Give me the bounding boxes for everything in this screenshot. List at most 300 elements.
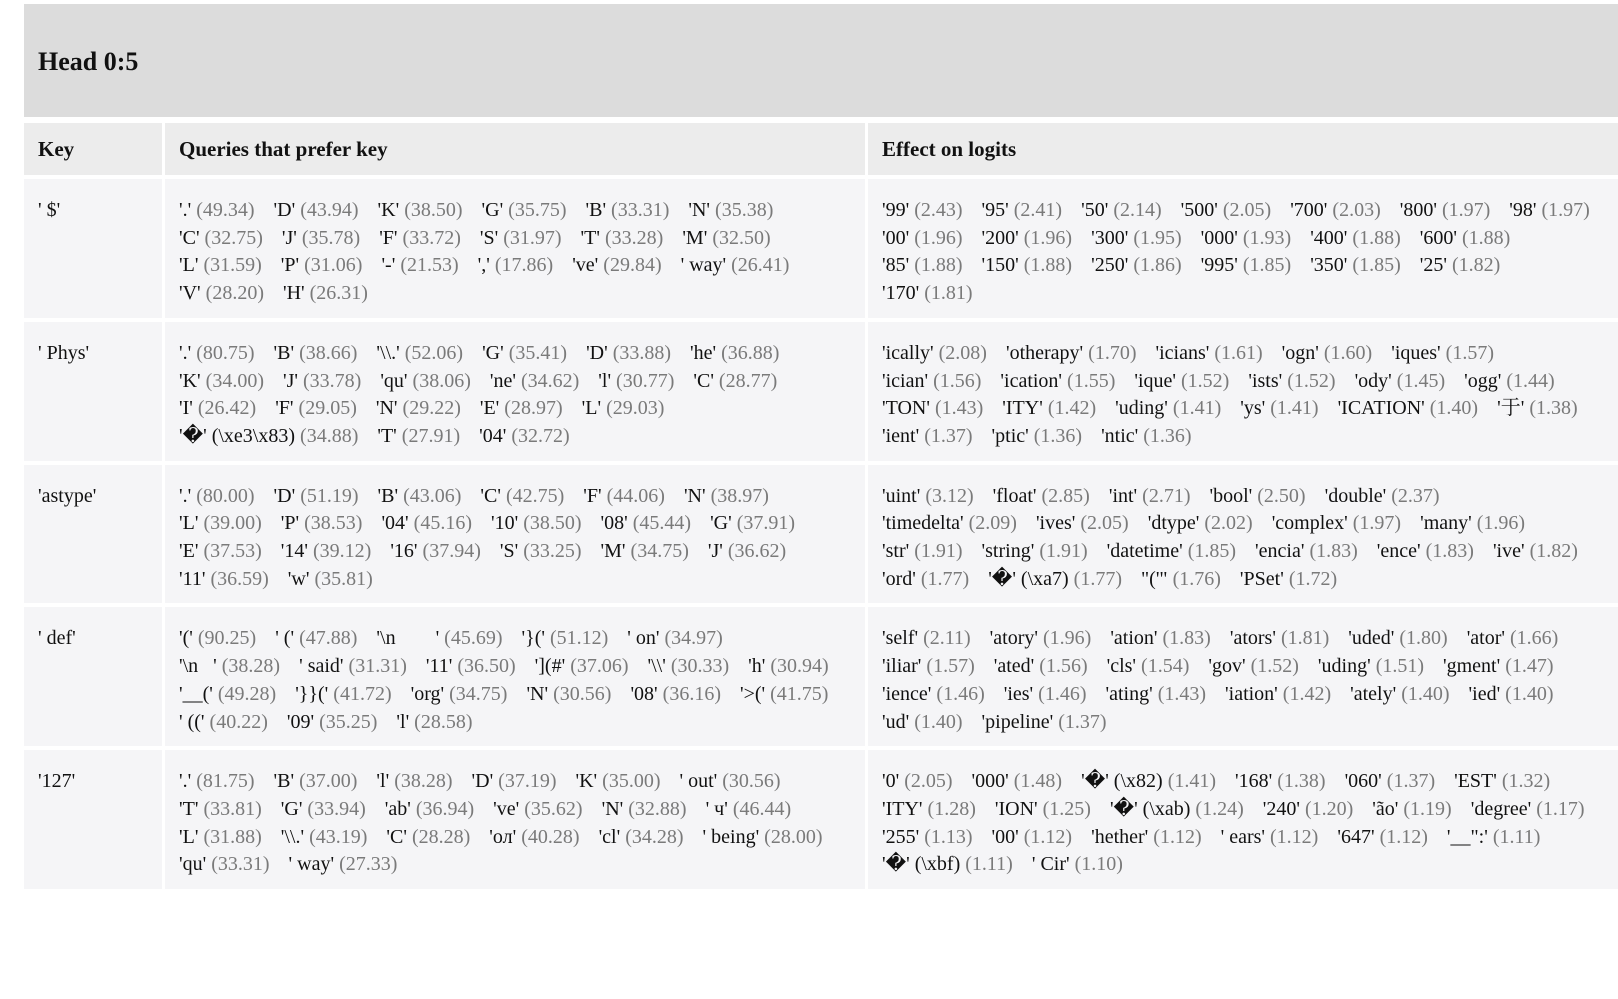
- query-score: (36.62): [727, 540, 787, 563]
- logit-token: '50': [1081, 199, 1109, 221]
- query-score: (30.77): [616, 369, 675, 392]
- logit-token: 'EST': [1454, 770, 1497, 793]
- query-token: 'F': [275, 397, 294, 420]
- logit-score: (1.85): [1187, 540, 1237, 563]
- query-entry: [693, 370, 777, 392]
- logits-cell: [868, 465, 1618, 604]
- logit-entry: [882, 512, 1017, 534]
- logit-entry: [1355, 370, 1446, 392]
- logit-score: (1.56): [1039, 655, 1088, 678]
- logit-entry: [1081, 770, 1216, 792]
- query-token: '(': [179, 627, 193, 650]
- logit-entry: [1148, 512, 1253, 534]
- logit-token: '�' (\xab): [1109, 797, 1191, 820]
- head-banner: [24, 4, 1618, 117]
- logit-score: (1.85): [1352, 254, 1401, 277]
- logit-token: '�' (\xa7): [988, 567, 1069, 590]
- query-score: (37.91): [736, 512, 796, 535]
- logit-token: 'uding': [1115, 397, 1168, 420]
- query-score: (28.97): [504, 397, 563, 420]
- query-score: (26.31): [309, 282, 368, 305]
- logit-entry: [1141, 568, 1221, 590]
- query-entry: [630, 683, 721, 705]
- logit-entry: [982, 227, 1073, 249]
- query-score: (29.84): [603, 254, 662, 277]
- query-token: ' on': [627, 627, 660, 650]
- logit-entry: [1464, 370, 1555, 392]
- logit-token: 'PSet': [1239, 567, 1284, 590]
- query-token: 'D': [273, 484, 296, 507]
- query-token: 've': [493, 797, 520, 820]
- query-entry: [377, 425, 460, 447]
- logit-entry: [992, 425, 1083, 447]
- query-token: 'C': [179, 226, 200, 249]
- query-token: '.': [179, 484, 192, 507]
- query-entry: [703, 826, 823, 848]
- logit-score: (1.25): [1042, 797, 1091, 820]
- query-token: 'L': [581, 397, 602, 420]
- logit-token: 'otherapy': [1005, 341, 1084, 364]
- logit-entry: [882, 282, 973, 304]
- logit-entry: [1181, 199, 1272, 221]
- query-entry: [179, 282, 264, 304]
- query-token: 'F': [583, 484, 602, 507]
- logit-token: '99': [882, 199, 910, 221]
- table-row: [24, 607, 1618, 746]
- query-score: (30.56): [722, 770, 781, 793]
- query-entry: [598, 370, 674, 392]
- logit-entry: [993, 485, 1090, 507]
- query-score: (28.28): [411, 825, 471, 848]
- query-score: (34.62): [520, 369, 580, 392]
- query-token: '\n ': [179, 655, 217, 678]
- query-score: (35.75): [508, 199, 567, 221]
- table-row: [24, 322, 1618, 461]
- logit-score: (1.36): [1033, 424, 1083, 447]
- table-header-row: [24, 123, 1618, 175]
- query-score: (37.94): [422, 540, 481, 563]
- query-token: ' ((': [179, 710, 205, 733]
- query-entry: [295, 683, 391, 705]
- logit-entry: [1454, 770, 1550, 792]
- query-token: 'ол': [489, 825, 517, 848]
- query-entry: [281, 540, 372, 562]
- logit-token: '600': [1419, 226, 1457, 249]
- logit-token: '255': [882, 825, 920, 848]
- logit-entry: [1208, 655, 1299, 677]
- query-score: (17.86): [494, 254, 554, 277]
- logit-token: 'int': [1108, 484, 1138, 507]
- query-entry: [380, 370, 471, 392]
- query-token: 'C': [386, 825, 407, 848]
- query-score: (34.97): [664, 627, 723, 650]
- query-score: (38.97): [710, 484, 769, 507]
- logit-score: (1.82): [1529, 540, 1578, 563]
- logit-score: (1.12): [1379, 825, 1428, 848]
- query-score: (34.75): [449, 682, 508, 705]
- query-entry: [706, 798, 792, 820]
- logit-entry: [882, 711, 963, 733]
- query-score: (38.50): [523, 512, 582, 535]
- logit-token: "('": [1141, 567, 1168, 590]
- logit-entry: [988, 568, 1122, 590]
- logit-entry: [1493, 540, 1578, 562]
- query-entry: [274, 342, 358, 364]
- query-token: 'P': [280, 512, 300, 535]
- logit-score: (2.50): [1257, 484, 1306, 507]
- key-cell: ' $': [24, 179, 162, 318]
- query-token: 'qu': [179, 853, 207, 876]
- logit-token: '�' (\xbf): [882, 853, 961, 876]
- logit-token: 'degree': [1470, 797, 1532, 820]
- logit-entry: [1210, 485, 1306, 507]
- logit-entry: [1134, 370, 1229, 392]
- query-entry: [287, 711, 378, 733]
- logit-entry: [1509, 199, 1590, 221]
- query-token: ' said': [299, 655, 344, 678]
- query-score: (38.53): [304, 512, 363, 535]
- logit-entry: [1110, 627, 1211, 649]
- query-token: '14': [280, 540, 308, 563]
- logit-token: '995': [1200, 254, 1238, 277]
- query-token: 'G': [482, 341, 504, 364]
- logit-score: (1.76): [1172, 567, 1221, 590]
- logit-score: (1.28): [927, 797, 976, 820]
- column-header-queries: Queries that prefer key: [165, 123, 865, 175]
- query-token: '09': [286, 710, 315, 733]
- query-entry: [396, 711, 472, 733]
- logit-token: 'float': [992, 484, 1037, 507]
- query-entry: [376, 342, 463, 364]
- queries-cell: [165, 322, 865, 461]
- logit-entry: [1272, 512, 1401, 534]
- query-score: (44.06): [606, 484, 665, 507]
- logit-entry: [1467, 627, 1559, 649]
- query-score: (32.88): [628, 797, 687, 820]
- query-score: (35.62): [524, 797, 583, 820]
- query-entry: [390, 540, 481, 562]
- query-score: (33.31): [611, 199, 670, 221]
- logit-token: 'atory': [989, 627, 1038, 650]
- logit-entry: [882, 798, 976, 820]
- logit-token: '060': [1344, 770, 1382, 793]
- logit-score: (1.83): [1309, 540, 1358, 563]
- query-token: 'T': [179, 797, 199, 820]
- logit-entry: [1400, 199, 1491, 221]
- query-entry: [522, 627, 609, 649]
- logit-token: '0': [882, 770, 900, 793]
- logit-score: (2.09): [968, 512, 1017, 535]
- query-score: (21.53): [400, 254, 459, 277]
- logit-entry: [882, 227, 963, 249]
- query-entry: [478, 254, 554, 276]
- query-entry: [179, 199, 255, 221]
- logit-score: (1.52): [1250, 655, 1299, 678]
- logit-token: ' Cir': [1031, 853, 1070, 876]
- query-score: (28.20): [205, 282, 264, 305]
- query-entry: [289, 853, 398, 875]
- query-score: (29.05): [298, 397, 357, 420]
- query-entry: [179, 342, 255, 364]
- logit-token: 'ives': [1035, 512, 1076, 535]
- logit-entry: [882, 568, 969, 590]
- query-score: (32.72): [511, 424, 570, 447]
- logit-entry: [1469, 683, 1554, 705]
- logit-entry: [882, 627, 971, 649]
- query-score: (38.28): [394, 770, 453, 793]
- logit-entry: [994, 655, 1088, 677]
- logit-score: (1.97): [1441, 199, 1491, 221]
- query-token: 'he': [690, 341, 717, 364]
- logit-entry: [1107, 540, 1236, 562]
- logit-score: (1.45): [1396, 369, 1446, 392]
- query-entry: [378, 485, 462, 507]
- query-entry: [535, 655, 629, 677]
- query-score: (45.69): [444, 627, 503, 650]
- query-entry: [283, 370, 361, 392]
- query-token: 'qu': [380, 369, 408, 392]
- logit-score: (1.52): [1287, 369, 1336, 392]
- query-entry: [179, 227, 263, 249]
- logit-score: (1.66): [1510, 627, 1559, 650]
- query-token: 'ab': [384, 797, 411, 820]
- query-score: (34.88): [300, 424, 359, 447]
- query-score: (40.28): [521, 825, 580, 848]
- query-token: '>(': [739, 682, 766, 705]
- query-entry: [274, 199, 359, 221]
- query-entry: [381, 512, 472, 534]
- query-token: ' (': [275, 627, 295, 650]
- logit-score: (1.12): [1270, 825, 1319, 848]
- logit-token: 'string': [981, 540, 1035, 563]
- logit-token: '500': [1180, 199, 1218, 221]
- query-entry: [281, 798, 366, 820]
- logit-entry: [1345, 770, 1436, 792]
- query-token: ' ч': [705, 797, 728, 820]
- logit-entry: [1201, 227, 1292, 249]
- query-entry: [583, 485, 665, 507]
- query-entry: [275, 627, 357, 649]
- logit-token: '700': [1290, 199, 1328, 221]
- query-token: '11': [179, 567, 206, 590]
- query-entry: [411, 683, 508, 705]
- query-entry: [479, 425, 570, 447]
- logit-token: 'gov': [1208, 655, 1246, 678]
- query-entry: [500, 540, 582, 562]
- logit-entry: [1230, 627, 1329, 649]
- logit-entry: [1107, 655, 1190, 677]
- query-score: (31.31): [348, 655, 407, 678]
- logit-token: 'ating': [1105, 682, 1153, 705]
- query-entry: [708, 540, 786, 562]
- query-score: (29.22): [402, 397, 461, 420]
- logit-token: '350': [1310, 254, 1348, 277]
- query-entry: [376, 397, 461, 419]
- query-token: 'G': [280, 797, 303, 820]
- query-score: (30.94): [770, 655, 829, 678]
- query-token: 'E': [179, 540, 199, 563]
- query-token: 'D': [586, 341, 608, 364]
- query-score: (32.50): [712, 226, 771, 249]
- logit-score: (1.17): [1536, 797, 1585, 820]
- logit-score: (1.88): [1352, 226, 1401, 249]
- logit-entry: [1377, 540, 1474, 562]
- query-entry: [489, 826, 579, 848]
- logit-token: '25': [1419, 254, 1447, 277]
- logit-token: '647': [1337, 825, 1375, 848]
- query-entry: [274, 770, 358, 792]
- logit-score: (2.05): [1080, 512, 1129, 535]
- query-score: (33.72): [402, 226, 461, 249]
- logit-token: 'bool': [1209, 484, 1253, 507]
- query-score: (51.12): [549, 627, 609, 650]
- logits-cell: [868, 750, 1618, 889]
- logit-entry: [1091, 826, 1202, 848]
- query-score: (49.28): [217, 682, 277, 705]
- query-token: 'T': [377, 424, 397, 447]
- query-score: (35.81): [314, 567, 373, 590]
- query-token: 'J': [707, 540, 723, 563]
- query-token: '__(': [179, 682, 213, 705]
- logit-score: (1.57): [926, 655, 975, 678]
- query-entry: [679, 770, 780, 792]
- logit-entry: [1006, 342, 1137, 364]
- query-token: 'I': [179, 397, 193, 420]
- query-score: (38.28): [221, 655, 281, 678]
- logit-token: '000': [1200, 226, 1238, 249]
- logit-score: (1.88): [1461, 226, 1511, 249]
- logit-score: (1.48): [1013, 770, 1063, 793]
- logit-token: 'timedelta': [882, 512, 964, 535]
- logit-token: ' ears': [1220, 825, 1266, 848]
- query-token: 'B': [273, 341, 295, 364]
- logit-token: '00': [882, 226, 910, 249]
- logit-score: (1.52): [1181, 369, 1230, 392]
- query-entry: [179, 512, 262, 534]
- logit-token: 'ician': [882, 369, 929, 392]
- logit-entry: [1420, 254, 1501, 276]
- logit-token: 'TON': [882, 397, 930, 420]
- query-token: 've': [572, 254, 599, 277]
- query-score: (35.25): [319, 710, 378, 733]
- query-token: 'S': [499, 540, 519, 563]
- logit-entry: [1255, 540, 1358, 562]
- query-score: (33.81): [203, 797, 262, 820]
- query-score: (42.75): [505, 484, 565, 507]
- logit-score: (1.42): [1282, 682, 1332, 705]
- query-score: (31.97): [503, 226, 562, 249]
- query-entry: [480, 397, 563, 419]
- logit-token: '00': [991, 825, 1019, 848]
- logit-entry: [1372, 798, 1451, 820]
- queries-cell: [165, 179, 865, 318]
- query-score: (47.88): [299, 627, 358, 650]
- query-score: (37.06): [570, 655, 629, 678]
- logit-token: 'uding': [1317, 655, 1371, 678]
- logit-token: '85': [882, 254, 910, 277]
- logit-score: (1.57): [1445, 341, 1494, 364]
- logit-entry: [1338, 397, 1479, 419]
- query-token: 'K': [575, 770, 598, 793]
- logit-entry: [1497, 397, 1578, 419]
- query-entry: [601, 540, 689, 562]
- queries-cell: [165, 750, 865, 889]
- query-token: 'h': [748, 655, 766, 678]
- query-token: 'M': [682, 226, 708, 249]
- query-score: (37.19): [498, 770, 557, 793]
- key-cell: 'astype': [24, 465, 162, 604]
- query-score: (35.41): [508, 341, 568, 364]
- query-token: 'D': [471, 770, 494, 793]
- query-score: (52.06): [404, 341, 464, 364]
- logit-entry: [1290, 199, 1381, 221]
- logit-score: (1.19): [1403, 797, 1452, 820]
- logit-score: (1.42): [1047, 397, 1097, 420]
- logit-entry: [1110, 798, 1244, 820]
- query-score: (43.94): [300, 199, 359, 221]
- logit-token: 'uint': [882, 484, 921, 507]
- query-token: 'L': [179, 825, 199, 848]
- query-entry: [710, 512, 795, 534]
- logit-entry: [1350, 683, 1449, 705]
- query-entry: [288, 568, 373, 590]
- logit-token: 'ient': [882, 424, 920, 447]
- query-entry: [275, 397, 357, 419]
- query-token: 'J': [281, 226, 297, 249]
- logit-token: 'ator': [1466, 627, 1505, 650]
- query-entry: [376, 770, 452, 792]
- logit-token: 'ITY': [1002, 397, 1043, 420]
- query-token: 'l': [598, 369, 612, 392]
- logit-entry: [995, 798, 1091, 820]
- logit-entry: [982, 199, 1063, 221]
- query-token: 'E': [479, 397, 500, 420]
- logit-entry: [1248, 370, 1335, 392]
- query-score: (27.33): [339, 853, 398, 876]
- logit-entry: [1109, 485, 1191, 507]
- logit-entry: [990, 627, 1092, 649]
- logit-score: (1.77): [920, 567, 970, 590]
- query-score: (28.77): [718, 369, 778, 392]
- query-entry: [688, 199, 773, 221]
- query-entry: [179, 254, 262, 276]
- query-entry: [281, 254, 363, 276]
- query-score: (28.58): [414, 710, 473, 733]
- query-entry: [601, 512, 692, 534]
- logit-score: (1.40): [914, 710, 963, 733]
- query-entry: [179, 540, 262, 562]
- logit-score: (1.60): [1323, 341, 1373, 364]
- query-entry: [179, 826, 262, 848]
- query-score: (38.66): [299, 341, 358, 364]
- logit-entry: [882, 853, 1013, 875]
- logit-token: '170': [882, 282, 920, 305]
- query-score: (41.72): [333, 682, 392, 705]
- query-token: '16': [390, 540, 418, 563]
- logit-score: (2.37): [1391, 484, 1440, 507]
- query-token: '10': [490, 512, 519, 535]
- query-token: 'w': [287, 567, 310, 590]
- query-entry: [472, 770, 557, 792]
- query-score: (33.94): [307, 797, 366, 820]
- logit-entry: [1263, 798, 1354, 820]
- logit-token: 'datetime': [1106, 540, 1183, 563]
- table-row: [24, 750, 1618, 889]
- logit-token: '__":': [1446, 825, 1488, 848]
- page-title: Head 0:5: [38, 47, 139, 76]
- key-cell: ' Phys': [24, 322, 162, 461]
- logit-entry: [1032, 853, 1123, 875]
